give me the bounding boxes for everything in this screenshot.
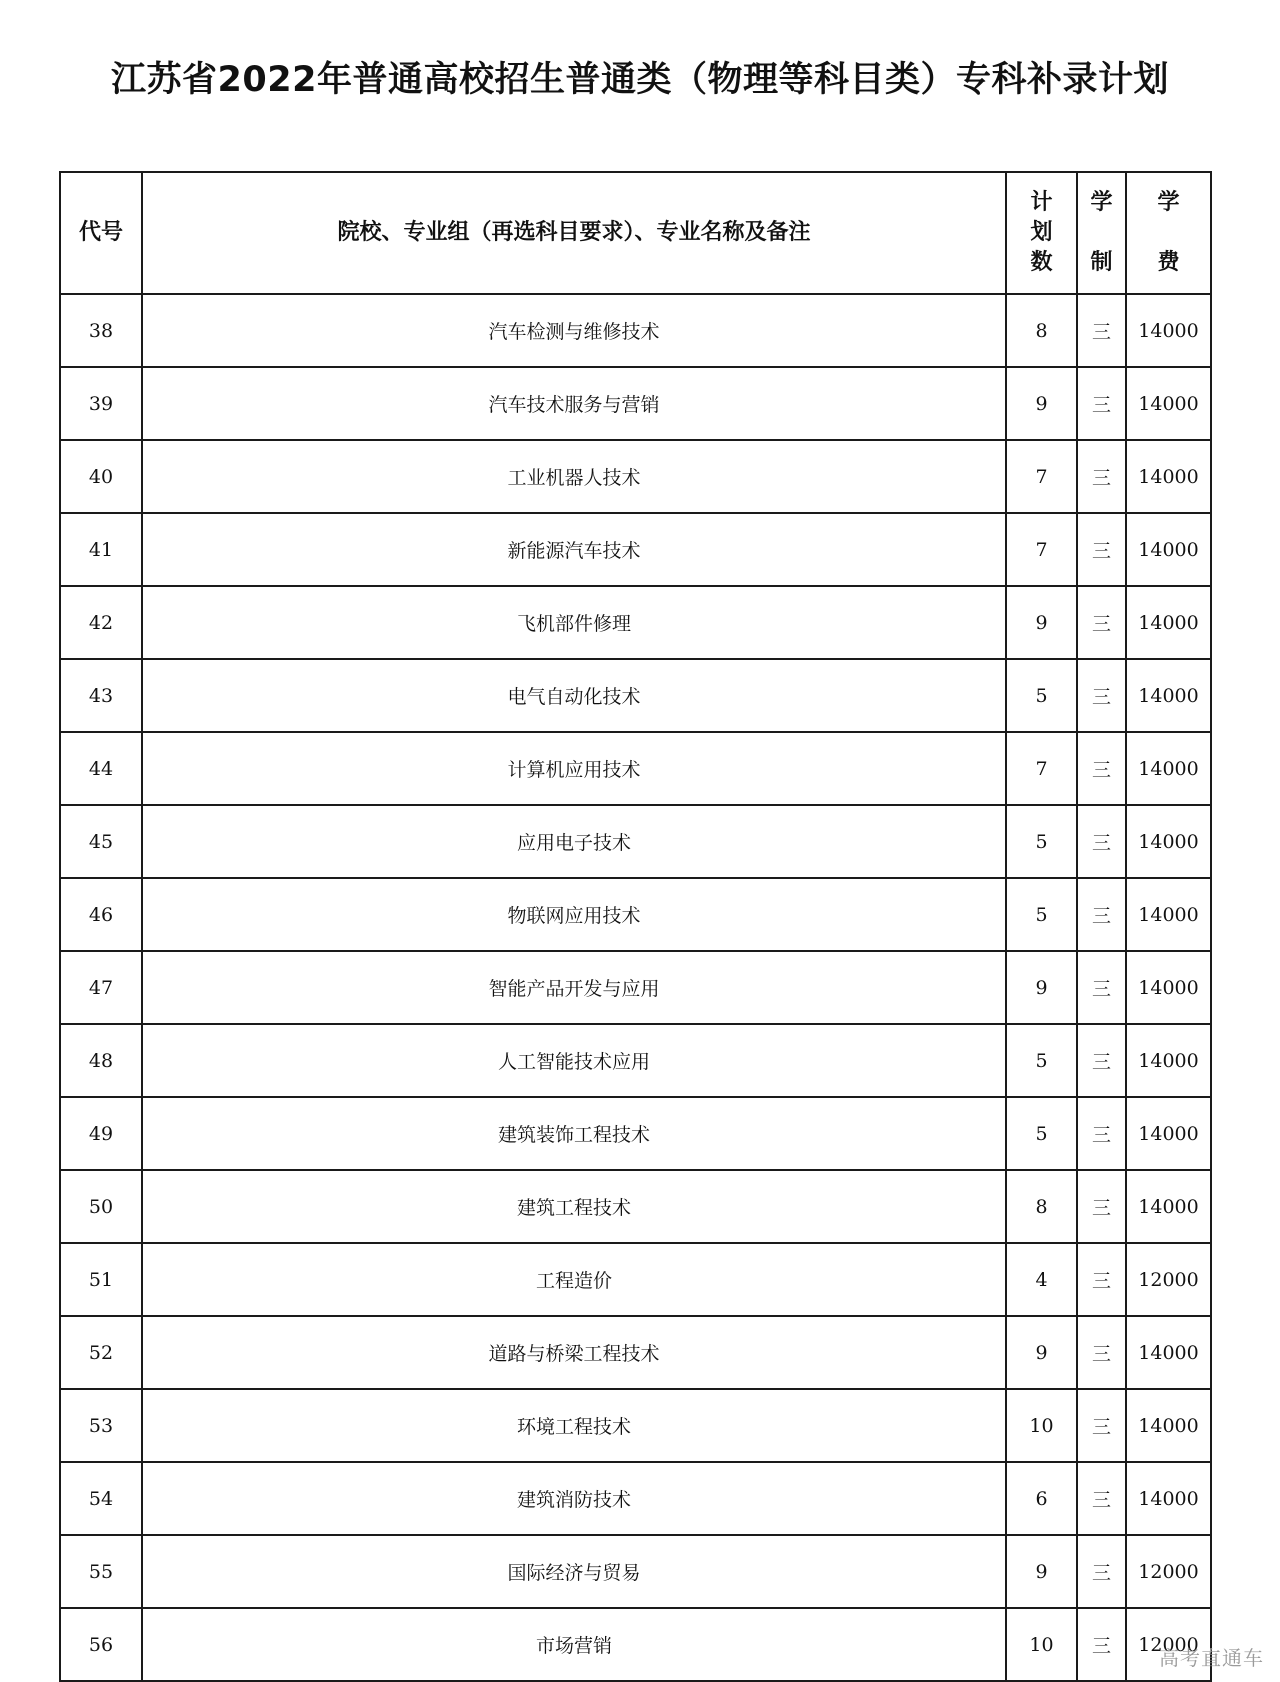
table-row [60,367,1211,440]
cell-code: 42 [60,586,142,659]
cell-code: 54 [60,1462,142,1535]
cell-fee: 12000 [1126,1535,1211,1608]
cell-fee: 14000 [1126,1316,1211,1389]
table-row [60,1462,1211,1535]
cell-fee: 14000 [1126,586,1211,659]
cell-code: 55 [60,1535,142,1608]
table-row [60,1170,1211,1243]
cell-name: 物联网应用技术 [142,878,1006,951]
cell-code: 44 [60,732,142,805]
cell-code: 48 [60,1024,142,1097]
cell-plan: 9 [1006,586,1077,659]
cell-name: 市场营销 [142,1608,1006,1681]
cell-fee: 12000 [1126,1608,1211,1681]
header-code: 代号 [60,172,142,294]
cell-duration: 三 [1077,294,1126,367]
cell-duration: 三 [1077,1097,1126,1170]
table-row [60,294,1211,367]
cell-name: 建筑消防技术 [142,1462,1006,1535]
cell-code: 52 [60,1316,142,1389]
cell-fee: 14000 [1126,1462,1211,1535]
table-header-row [60,172,1211,294]
cell-duration: 三 [1077,440,1126,513]
header-plan: 计划数 [1006,172,1077,294]
cell-name: 智能产品开发与应用 [142,951,1006,1024]
cell-code: 38 [60,294,142,367]
cell-fee: 14000 [1126,951,1211,1024]
cell-plan: 9 [1006,367,1077,440]
cell-name: 建筑装饰工程技术 [142,1097,1006,1170]
cell-duration: 三 [1077,878,1126,951]
cell-name: 汽车检测与维修技术 [142,294,1006,367]
cell-plan: 7 [1006,440,1077,513]
cell-fee: 14000 [1126,805,1211,878]
table-row [60,1535,1211,1608]
table-row [60,805,1211,878]
cell-name: 工程造价 [142,1243,1006,1316]
cell-plan: 5 [1006,878,1077,951]
cell-code: 56 [60,1608,142,1681]
cell-duration: 三 [1077,367,1126,440]
table-row [60,1097,1211,1170]
table-row [60,1243,1211,1316]
cell-name: 新能源汽车技术 [142,513,1006,586]
cell-duration: 三 [1077,1389,1126,1462]
table-row [60,1608,1211,1681]
cell-duration: 三 [1077,1462,1126,1535]
cell-code: 46 [60,878,142,951]
cell-fee: 14000 [1126,659,1211,732]
cell-fee: 14000 [1126,1170,1211,1243]
cell-fee: 12000 [1126,1243,1211,1316]
table-row [60,1024,1211,1097]
cell-fee: 14000 [1126,732,1211,805]
cell-fee: 14000 [1126,1389,1211,1462]
cell-name: 人工智能技术应用 [142,1024,1006,1097]
cell-name: 建筑工程技术 [142,1170,1006,1243]
cell-code: 43 [60,659,142,732]
page-title: 江苏省2022年普通高校招生普通类（物理等科目类）专科补录计划 [111,60,1169,100]
cell-fee: 14000 [1126,513,1211,586]
cell-duration: 三 [1077,1170,1126,1243]
cell-plan: 10 [1006,1608,1077,1681]
cell-name: 计算机应用技术 [142,732,1006,805]
cell-duration: 三 [1077,732,1126,805]
table-row [60,513,1211,586]
cell-name: 环境工程技术 [142,1389,1006,1462]
cell-plan: 9 [1006,1535,1077,1608]
cell-code: 39 [60,367,142,440]
cell-plan: 8 [1006,1170,1077,1243]
cell-name: 工业机器人技术 [142,440,1006,513]
cell-fee: 14000 [1126,878,1211,951]
cell-duration: 三 [1077,805,1126,878]
cell-plan: 5 [1006,659,1077,732]
watermark: 高考直通车 [1159,1646,1264,1670]
cell-name: 道路与桥梁工程技术 [142,1316,1006,1389]
cell-plan: 4 [1006,1243,1077,1316]
cell-code: 45 [60,805,142,878]
cell-name: 应用电子技术 [142,805,1006,878]
cell-plan: 6 [1006,1462,1077,1535]
cell-plan: 5 [1006,805,1077,878]
cell-duration: 三 [1077,1608,1126,1681]
cell-duration: 三 [1077,1316,1126,1389]
table-row [60,1316,1211,1389]
cell-duration: 三 [1077,659,1126,732]
cell-code: 53 [60,1389,142,1462]
cell-fee: 14000 [1126,1024,1211,1097]
cell-code: 51 [60,1243,142,1316]
cell-plan: 9 [1006,951,1077,1024]
cell-plan: 10 [1006,1389,1077,1462]
cell-code: 47 [60,951,142,1024]
cell-fee: 14000 [1126,367,1211,440]
cell-duration: 三 [1077,951,1126,1024]
cell-fee: 14000 [1126,1097,1211,1170]
header-name: 院校、专业组（再选科目要求）、专业名称及备注 [142,172,1006,294]
cell-plan: 7 [1006,513,1077,586]
cell-fee: 14000 [1126,440,1211,513]
cell-fee: 14000 [1126,294,1211,367]
cell-plan: 8 [1006,294,1077,367]
table-row [60,440,1211,513]
cell-code: 49 [60,1097,142,1170]
header-duration: 学制 [1077,172,1126,294]
cell-duration: 三 [1077,1243,1126,1316]
cell-plan: 5 [1006,1097,1077,1170]
table-row [60,951,1211,1024]
cell-code: 40 [60,440,142,513]
cell-name: 飞机部件修理 [142,586,1006,659]
cell-code: 50 [60,1170,142,1243]
cell-plan: 7 [1006,732,1077,805]
cell-plan: 9 [1006,1316,1077,1389]
table-row [60,1389,1211,1462]
cell-duration: 三 [1077,586,1126,659]
cell-name: 国际经济与贸易 [142,1535,1006,1608]
table-row [60,732,1211,805]
admission-plan-table [59,171,1212,1682]
cell-duration: 三 [1077,513,1126,586]
table-row [60,586,1211,659]
cell-name: 汽车技术服务与营销 [142,367,1006,440]
cell-duration: 三 [1077,1535,1126,1608]
header-fee: 学费 [1126,172,1211,294]
cell-code: 41 [60,513,142,586]
table-row [60,659,1211,732]
cell-plan: 5 [1006,1024,1077,1097]
cell-duration: 三 [1077,1024,1126,1097]
cell-name: 电气自动化技术 [142,659,1006,732]
table-row [60,878,1211,951]
